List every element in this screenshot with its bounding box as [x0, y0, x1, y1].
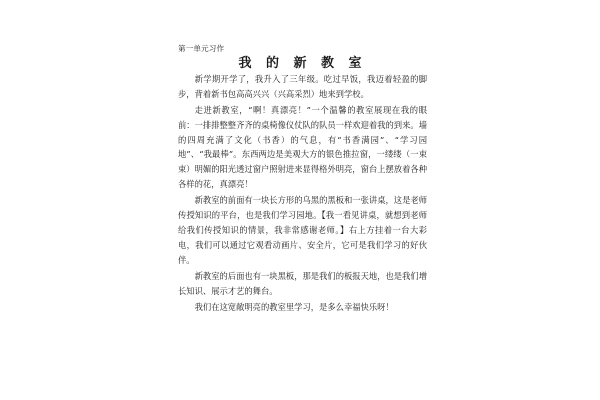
paragraph-2: 走进新教室，“啊！真漂亮！”一个温馨的教室展现在我的眼前：一排排整整齐齐的桌椅像仪仗队的队员一样欢迎着我的到来。墙的四周充满了文化（书香）的气息，有“书香满园”、“学习园地”、“我最棒”。东西两边是美观大方的银色推拉窗，一缕缕（一束束）明媚的阳光透过窗户照射进来显得格外明亮，窗台上摆放着各种各样的花，真漂亮！: [178, 105, 427, 190]
essay-body: [178, 72, 427, 316]
unit-label: 第一单元习作: [178, 44, 225, 53]
essay-title: 我 的 新 教 室: [238, 56, 367, 71]
paragraph-4: 新教室的后面也有一块黑板，那是我们的板报天地，也是我们增长知识、展示才艺的舞台。: [178, 270, 427, 296]
paragraph-5: 我们在这宽敞明亮的教室里学习，是多么幸福快乐呀！: [194, 301, 394, 312]
paragraph-1: 新学期开学了，我升入了三年级。吃过早饭，我迈着轻盈的脚步，背着新书包高高兴兴（兴高采烈）地来到学校。: [178, 74, 427, 99]
paragraph-3: 新教室的前面有一块长方形的乌黑的黑板和一张讲桌，这是老师传授知识的平台，也是我们学习园地。【我一看见讲桌，就想到老师给我们传授知识的情景，我非常感谢老师。】右上方挂着一台大彩电，我们可以通过它观看动画片、安全片，它可是我们学习的好伙伴。: [178, 195, 427, 265]
